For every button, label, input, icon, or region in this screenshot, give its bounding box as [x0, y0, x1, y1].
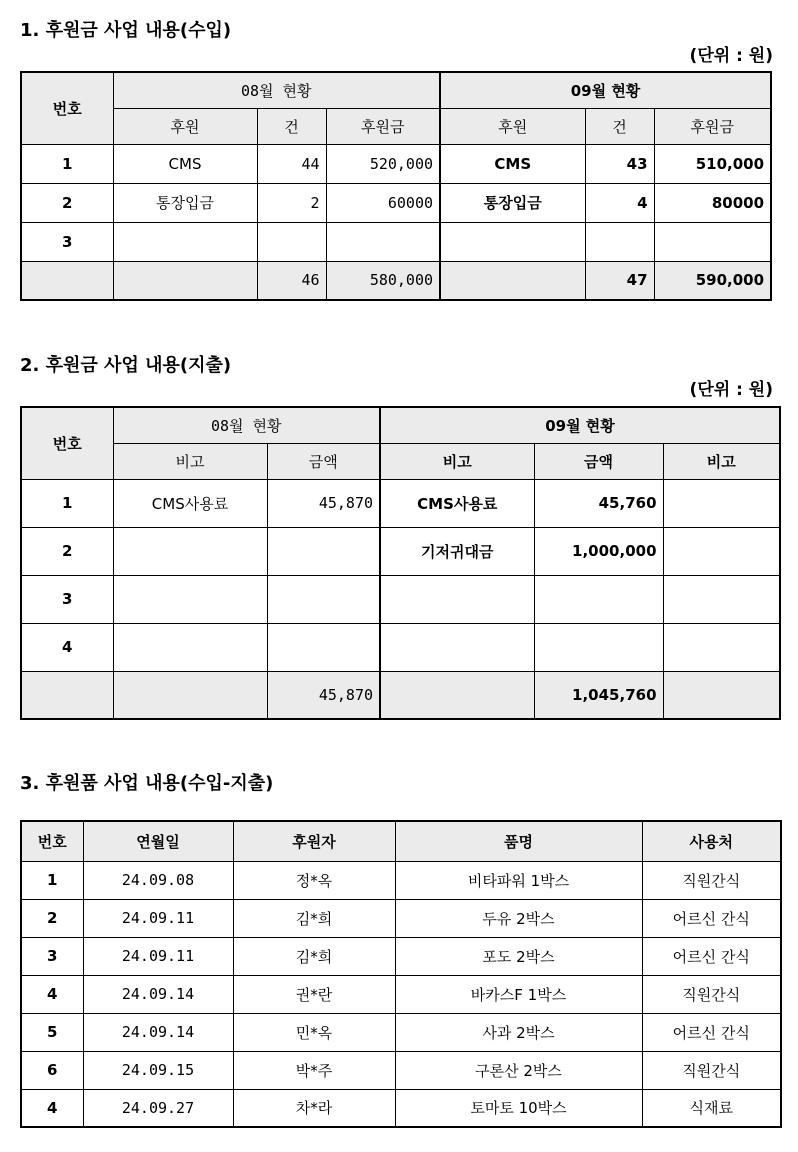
aug-amount: 520,000	[326, 144, 440, 183]
header-sep-note: 비고	[380, 443, 534, 479]
aug-amount	[267, 623, 380, 671]
sep-note2	[663, 527, 780, 575]
header-aug: 08월 현황	[113, 72, 440, 108]
aug-count	[257, 222, 326, 261]
row-donor: 김*희	[233, 937, 395, 975]
table-row	[21, 1051, 781, 1089]
row-use: 어르신 간식	[642, 899, 781, 937]
header-use: 사용처	[642, 821, 781, 861]
income-table	[20, 71, 772, 301]
row-no: 3	[21, 937, 83, 975]
sep-sponsor	[440, 222, 585, 261]
row-item: 구론산 2박스	[395, 1051, 642, 1089]
row-item: 바카스F 1박스	[395, 975, 642, 1013]
table-row	[21, 937, 781, 975]
section1-unit: (단위 : 원)	[689, 46, 773, 66]
sep-count: 4	[585, 183, 654, 222]
total-sep-amount: 590,000	[654, 261, 771, 300]
row-item: 포도 2박스	[395, 937, 642, 975]
header-aug-sponsor: 후원	[113, 108, 257, 144]
aug-count: 2	[257, 183, 326, 222]
row-no: 2	[21, 527, 113, 575]
table-row	[21, 1013, 781, 1051]
row-no: 2	[21, 183, 113, 222]
total-row	[21, 671, 780, 719]
row-donor: 민*옥	[233, 1013, 395, 1051]
total-sep-note	[380, 671, 534, 719]
header-donor: 후원자	[233, 821, 395, 861]
total-sep-note2	[663, 671, 780, 719]
header-no: 번호	[21, 821, 83, 861]
row-no: 3	[21, 222, 113, 261]
row-date: 24.09.14	[83, 1013, 233, 1051]
header-aug-amount: 금액	[267, 443, 380, 479]
total-row	[21, 261, 771, 300]
aug-amount	[267, 575, 380, 623]
row-no: 2	[21, 899, 83, 937]
section2-unit: (단위 : 원)	[689, 380, 773, 400]
total-aug-note	[113, 671, 267, 719]
row-date: 24.09.27	[83, 1089, 233, 1127]
sep-sponsor: 통장입금	[440, 183, 585, 222]
sep-amount: 45,760	[534, 479, 663, 527]
row-use: 직원간식	[642, 1051, 781, 1089]
sep-note2	[663, 623, 780, 671]
row-use: 어르신 간식	[642, 1013, 781, 1051]
row-no: 4	[21, 975, 83, 1013]
header-date: 연월일	[83, 821, 233, 861]
sep-amount: 80000	[654, 183, 771, 222]
sep-amount: 1,000,000	[534, 527, 663, 575]
row-no: 4	[21, 1089, 83, 1127]
row-no: 6	[21, 1051, 83, 1089]
row-date: 24.09.15	[83, 1051, 233, 1089]
row-donor: 정*옥	[233, 861, 395, 899]
row-date: 24.09.14	[83, 975, 233, 1013]
aug-amount	[267, 527, 380, 575]
sep-note: CMS사용료	[380, 479, 534, 527]
sep-count: 43	[585, 144, 654, 183]
row-use: 식재료	[642, 1089, 781, 1127]
header-sep-note2: 비고	[663, 443, 780, 479]
row-no: 1	[21, 144, 113, 183]
sep-sponsor: CMS	[440, 144, 585, 183]
aug-sponsor	[113, 222, 257, 261]
table-row	[21, 623, 780, 671]
sep-note2	[663, 575, 780, 623]
aug-note: CMS사용료	[113, 479, 267, 527]
row-date: 24.09.11	[83, 937, 233, 975]
sep-note	[380, 575, 534, 623]
sep-note2	[663, 479, 780, 527]
total-sep-count: 47	[585, 261, 654, 300]
header-item: 품명	[395, 821, 642, 861]
row-date: 24.09.11	[83, 899, 233, 937]
row-use: 직원간식	[642, 975, 781, 1013]
aug-note	[113, 527, 267, 575]
aug-note	[113, 575, 267, 623]
header-aug-count: 건	[257, 108, 326, 144]
row-donor: 김*희	[233, 899, 395, 937]
total-sep-sponsor	[440, 261, 585, 300]
row-date: 24.09.08	[83, 861, 233, 899]
table-row	[21, 899, 781, 937]
aug-note	[113, 623, 267, 671]
total-no	[21, 261, 113, 300]
total-aug-sponsor	[113, 261, 257, 300]
sep-count	[585, 222, 654, 261]
total-aug-amount: 45,870	[267, 671, 380, 719]
aug-sponsor: 통장입금	[113, 183, 257, 222]
header-sep: 09월 현황	[380, 407, 780, 443]
section2-title: 2. 후원금 사업 내용(지출)	[20, 355, 232, 376]
row-donor: 권*란	[233, 975, 395, 1013]
expense-table	[20, 406, 781, 720]
table-row	[21, 222, 771, 261]
table-row	[21, 975, 781, 1013]
total-sep-amount: 1,045,760	[534, 671, 663, 719]
table-row	[21, 144, 771, 183]
table-row	[21, 183, 771, 222]
row-no: 1	[21, 479, 113, 527]
row-item: 비타파워 1박스	[395, 861, 642, 899]
header-aug: 08월 현황	[113, 407, 380, 443]
sep-amount: 510,000	[654, 144, 771, 183]
row-no: 5	[21, 1013, 83, 1051]
row-no: 4	[21, 623, 113, 671]
table-row	[21, 1089, 781, 1127]
row-use: 직원간식	[642, 861, 781, 899]
header-sep-count: 건	[585, 108, 654, 144]
sep-amount	[654, 222, 771, 261]
header-aug-note: 비고	[113, 443, 267, 479]
table-row	[21, 479, 780, 527]
row-no: 1	[21, 861, 83, 899]
donation-items-table	[20, 820, 782, 1128]
row-use: 어르신 간식	[642, 937, 781, 975]
total-aug-count: 46	[257, 261, 326, 300]
aug-amount	[326, 222, 440, 261]
section1-title: 1. 후원금 사업 내용(수입)	[20, 20, 232, 41]
aug-amount: 60000	[326, 183, 440, 222]
table-row	[21, 861, 781, 899]
sep-note	[380, 623, 534, 671]
table-row	[21, 575, 780, 623]
row-item: 토마토 10박스	[395, 1089, 642, 1127]
sep-amount	[534, 623, 663, 671]
table-row	[21, 527, 780, 575]
row-donor: 차*라	[233, 1089, 395, 1127]
header-no: 번호	[21, 407, 113, 479]
aug-amount: 45,870	[267, 479, 380, 527]
sep-amount	[534, 575, 663, 623]
row-donor: 박*주	[233, 1051, 395, 1089]
header-sep-amount: 후원금	[654, 108, 771, 144]
row-item: 두유 2박스	[395, 899, 642, 937]
aug-count: 44	[257, 144, 326, 183]
header-aug-amount: 후원금	[326, 108, 440, 144]
row-item: 사과 2박스	[395, 1013, 642, 1051]
aug-sponsor: CMS	[113, 144, 257, 183]
header-sep: 09월 현황	[440, 72, 771, 108]
header-no: 번호	[21, 72, 113, 144]
row-no: 3	[21, 575, 113, 623]
total-no	[21, 671, 113, 719]
header-sep-amount: 금액	[534, 443, 663, 479]
total-aug-amount: 580,000	[326, 261, 440, 300]
sep-note: 기저귀대금	[380, 527, 534, 575]
section3-title: 3. 후원품 사업 내용(수입-지출)	[20, 773, 274, 794]
header-sep-sponsor: 후원	[440, 108, 585, 144]
